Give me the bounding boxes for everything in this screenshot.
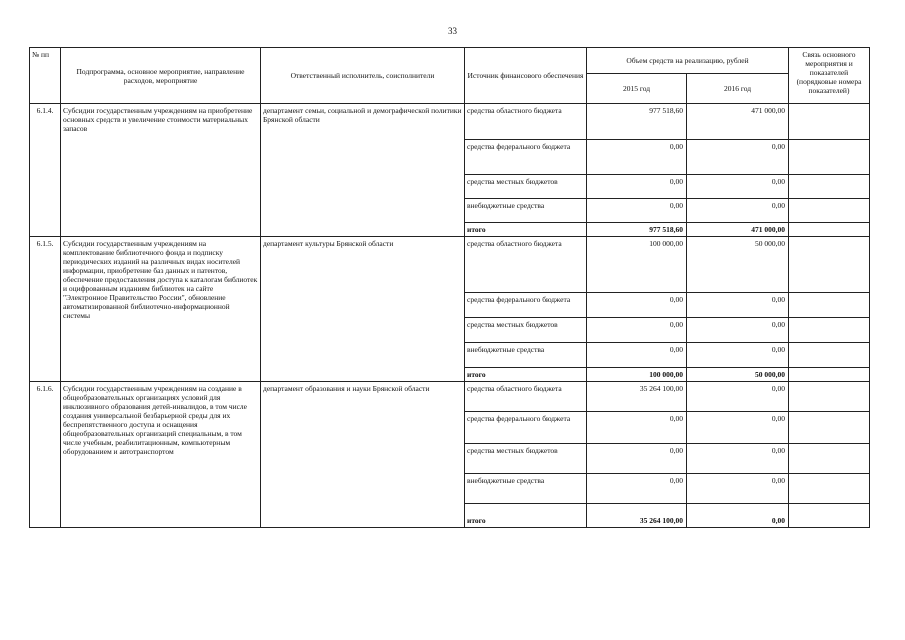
funding-source: внебюджетные средства (465, 474, 587, 504)
indicator-link (789, 318, 870, 343)
amount-2015: 977 518,60 (587, 104, 687, 140)
table-row (30, 104, 870, 140)
amount-2015: 0,00 (587, 199, 687, 223)
amount-2015: 0,00 (587, 343, 687, 368)
amount-2015: 0,00 (587, 444, 687, 474)
table-row (30, 237, 870, 293)
indicator-link (789, 343, 870, 368)
indicator-link (789, 474, 870, 504)
executor: департамент семьи, социальной и демографической политики Брянской области (261, 104, 465, 237)
amount-2015: 100 000,00 (587, 237, 687, 293)
amount-2015: 0,00 (587, 412, 687, 444)
indicator-link (789, 237, 870, 293)
indicator-link (789, 504, 870, 528)
header-subprogram: Подпрограмма, основное мероприятие, направление расходов, мероприятие (61, 48, 261, 104)
header-num: № пп (30, 48, 61, 104)
amount-2016: 0,00 (687, 444, 789, 474)
indicator-link (789, 140, 870, 175)
amount-2016: 0,00 (687, 474, 789, 504)
measure-name: Субсидии государственным учреждениям на комплектование библиотечного фонда и подписку периодических изданий на различных видах носителей информации, приобретение баз данных и патентов, обеспечение предоставления доступа к каталогам библиотек и оцифрованным изданиям библиотек на сайте "Электронное Правительство России", обновление автоматизированной библиотечно-информационной системы (61, 237, 261, 382)
amount-2016: 0,00 (687, 382, 789, 412)
amount-2016: 0,00 (687, 318, 789, 343)
amount-2016: 0,00 (687, 175, 789, 199)
indicator-link (789, 412, 870, 444)
amount-2016: 0,00 (687, 343, 789, 368)
funding-source: средства местных бюджетов (465, 175, 587, 199)
indicator-link (789, 382, 870, 412)
executor: департамент образования и науки Брянской области (261, 382, 465, 528)
amount-2015: 35 264 100,00 (587, 504, 687, 528)
measure-name: Субсидии государственным учреждениям на приобретение основных средств и увеличение стоимости материальных запасов (61, 104, 261, 237)
header-executor: Ответственный исполнитель, соисполнители (261, 48, 465, 104)
budget-table (29, 47, 870, 528)
amount-2015: 0,00 (587, 140, 687, 175)
amount-2016: 50 000,00 (687, 368, 789, 382)
indicator-link (789, 199, 870, 223)
funding-source: средства федерального бюджета (465, 140, 587, 175)
amount-2015: 0,00 (587, 293, 687, 318)
page-number: 33 (448, 26, 457, 36)
amount-2016: 50 000,00 (687, 237, 789, 293)
header-source: Источник финансового обеспечения (465, 48, 587, 104)
indicator-link (789, 368, 870, 382)
funding-source: средства федерального бюджета (465, 412, 587, 444)
amount-2016: 0,00 (687, 412, 789, 444)
executor: департамент культуры Брянской области (261, 237, 465, 382)
amount-2016: 0,00 (687, 199, 789, 223)
indicator-link (789, 223, 870, 237)
header-year-2015: 2015 год (587, 74, 687, 104)
funding-source: средства местных бюджетов (465, 318, 587, 343)
table-row (30, 382, 870, 412)
measure-name: Субсидии государственным учреждениям на создание в общеобразовательных организациях условий для инклюзивного образования детей-инвалидов, в том числе создания универсальной безбарьерной среды для их беспрепятственного доступа и оснащения общеобразовательных организаций специальным, в том числе учебным, реабилитационным, компьютерным оборудованием и автотранспортом (61, 382, 261, 528)
indicator-link (789, 444, 870, 474)
funding-source: итого (465, 368, 587, 382)
amount-2015: 0,00 (587, 318, 687, 343)
header-year-2016: 2016 год (687, 74, 789, 104)
funding-source: средства федерального бюджета (465, 293, 587, 318)
amount-2015: 100 000,00 (587, 368, 687, 382)
amount-2015: 977 518,60 (587, 223, 687, 237)
funding-source: средства областного бюджета (465, 104, 587, 140)
indicator-link (789, 104, 870, 140)
amount-2015: 0,00 (587, 175, 687, 199)
funding-source: внебюджетные средства (465, 343, 587, 368)
funding-source: средства областного бюджета (465, 382, 587, 412)
funding-source: итого (465, 504, 587, 528)
row-number: 6.1.5. (30, 237, 61, 382)
amount-2016: 0,00 (687, 504, 789, 528)
funding-source: внебюджетные средства (465, 199, 587, 223)
funding-source: средства местных бюджетов (465, 444, 587, 474)
amount-2016: 471 000,00 (687, 104, 789, 140)
funding-source: итого (465, 223, 587, 237)
row-number: 6.1.6. (30, 382, 61, 528)
indicator-link (789, 293, 870, 318)
indicator-link (789, 175, 870, 199)
amount-2016: 0,00 (687, 140, 789, 175)
funding-source: средства областного бюджета (465, 237, 587, 293)
header-link: Связь основного мероприятия и показателей (порядковые номера показателей) (789, 48, 870, 104)
header-volume: Объем средств на реализацию, рублей (587, 48, 789, 74)
amount-2015: 35 264 100,00 (587, 382, 687, 412)
amount-2016: 471 000,00 (687, 223, 789, 237)
amount-2015: 0,00 (587, 474, 687, 504)
row-number: 6.1.4. (30, 104, 61, 237)
amount-2016: 0,00 (687, 293, 789, 318)
